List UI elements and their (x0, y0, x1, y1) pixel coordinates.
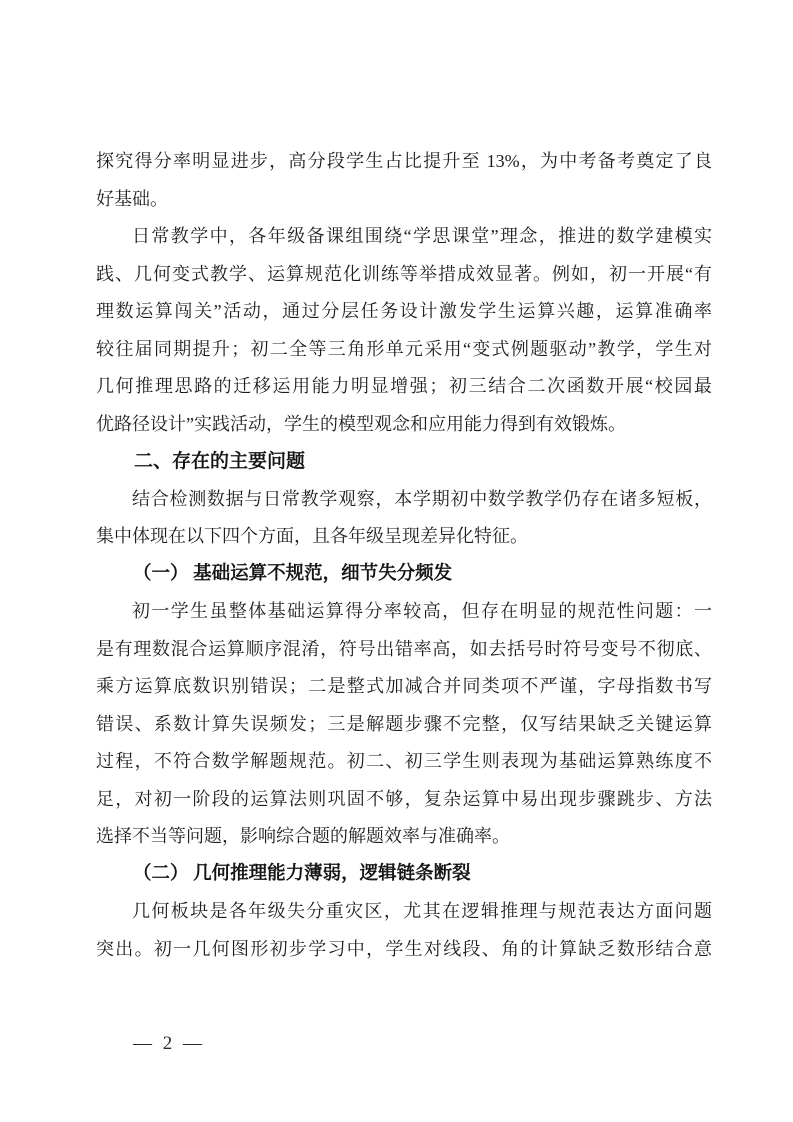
paragraph-daily-teaching-line-2: 践、几何变式教学、运算规范化训练等举措成效显著。例如，初一开展“有 (96, 263, 712, 284)
paragraph-daily-teaching-line-6: 优路径设计”实践活动，学生的模型观念和应用能力得到有效锻炼。 (96, 413, 626, 434)
paragraph-problems-overview-line-2: 集中体现在以下四个方面，且各年级呈现差异化特征。 (96, 526, 528, 546)
paragraph-exam-progress-line-1: 探究得分率明显进步，高分段学生占比提升至 13%，为中考备考奠定了良 (96, 151, 712, 171)
paragraph-basic-operations-detail-line-4: 错误、系数计算失误频发；三是解题步骤不完整，仅写结果缺乏关键运算 (96, 713, 712, 734)
paragraph-daily-teaching-line-5: 几何推理思路的迁移运用能力明显增强；初三结合二次函数开展“校园最 (96, 376, 712, 396)
paragraph-basic-operations-detail-line-7: 选择不当等问题，影响综合题的解题效率与准确率。 (96, 826, 510, 846)
paragraph-exam-progress-line-2: 好基础。 (96, 188, 168, 209)
subsection-heading-basic-operations-line-1: （一） 基础运算不规范，细节失分频发 (133, 563, 453, 584)
paragraph-daily-teaching-line-3: 理数运算闯关”活动，通过分层任务设计激发学生运算兴趣，运算准确率 (96, 301, 712, 321)
paragraph-geometry-detail-line-2: 突出。初一几何图形初步学习中，学生对线段、角的计算缺乏数形结合意 (96, 938, 712, 959)
section-heading-main-problems-line-1: 二、存在的主要问题 (134, 451, 306, 472)
paragraph-basic-operations-detail-line-2: 是有理数混合运算顺序混淆，符号出错率高，如去括号时符号变号不彻底、 (96, 638, 712, 659)
paragraph-geometry-detail-line-1: 几何板块是各年级失分重灾区，尤其在逻辑推理与规范表达方面问题 (132, 901, 712, 921)
paragraph-daily-teaching-line-1: 日常教学中，各年级备课组围绕“学思课堂”理念，推进的数学建模实 (132, 226, 712, 246)
paragraph-problems-overview-line-1: 结合检测数据与日常教学观察，本学期初中数学教学仍存在诸多短板， (132, 488, 712, 509)
paragraph-basic-operations-detail-line-1: 初一学生虽整体基础运算得分率较高，但存在明显的规范性问题：一 (132, 601, 712, 621)
document-content (96, 143, 712, 968)
page-number: — 2 — (133, 1033, 205, 1054)
paragraph-basic-operations-detail-line-3: 乘方运算底数识别错误；二是整式加减合并同类项不严谨，字母指数书写 (96, 676, 712, 696)
paragraph-basic-operations-detail-line-6: 足，对初一阶段的运算法则巩固不够，复杂运算中易出现步骤跳步、方法 (96, 788, 712, 809)
subsection-heading-geometry-reasoning-line-1: （二） 几何推理能力薄弱，逻辑链条断裂 (133, 863, 471, 884)
paragraph-basic-operations-detail-line-5: 过程，不符合数学解题规范。初二、初三学生则表现为基础运算熟练度不 (96, 751, 712, 771)
paragraph-daily-teaching-line-4: 较往届同期提升；初二全等三角形单元采用“变式例题驱动”教学，学生对 (96, 338, 712, 359)
